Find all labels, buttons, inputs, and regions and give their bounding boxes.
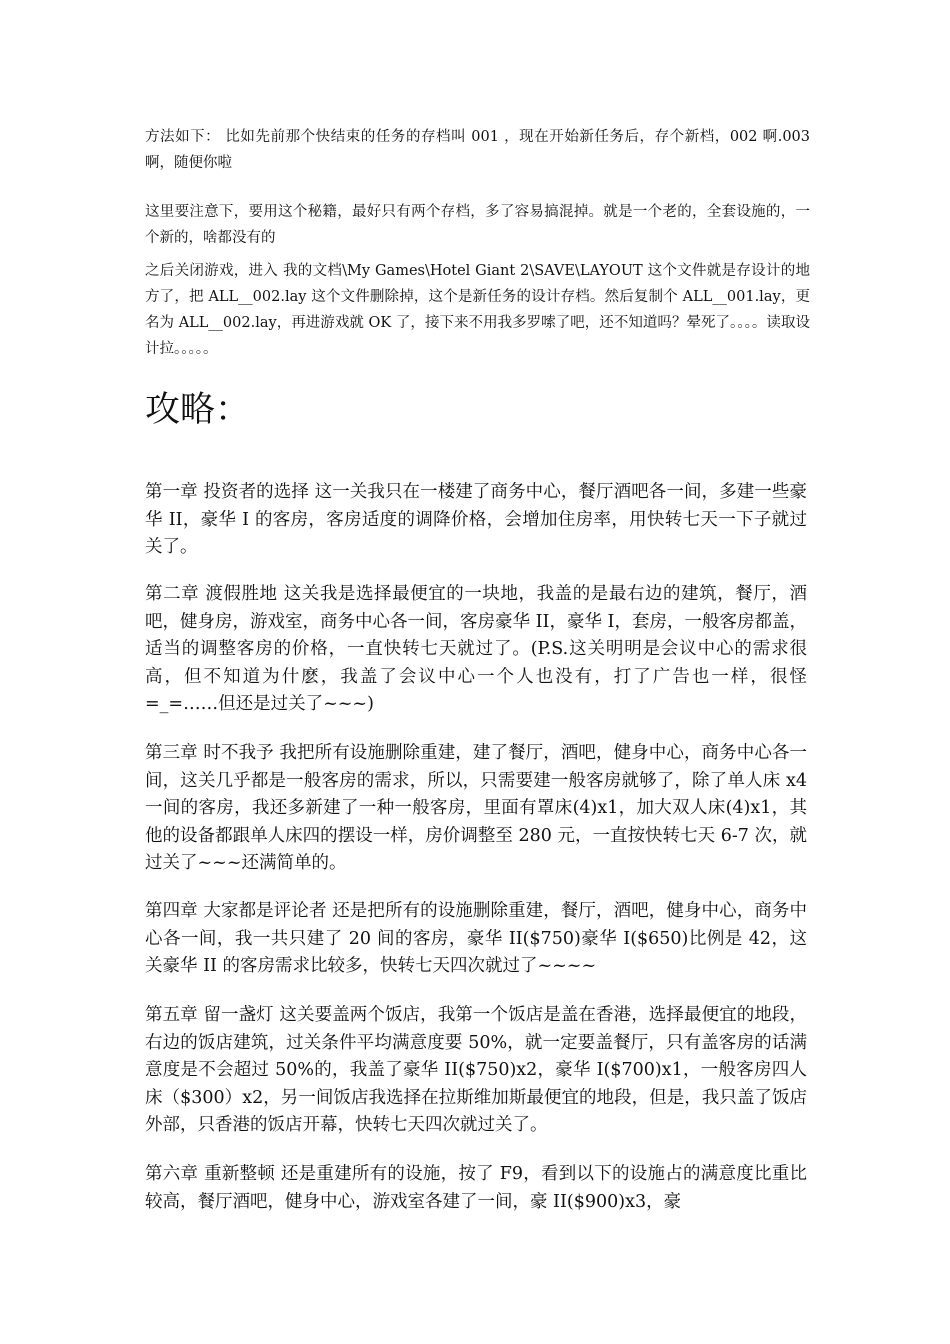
intro-steps-paragraph: 之后关闭游戏，进入 我的文档\My Games\Hotel Giant 2\SAVE\LAYOUT 这个文件就是存设计的地方了，把 ALL__002.lay 这个文件删除掉，这个是新任务的设计存档。然后复制个 ALL__001.lay，更名为 ALL__002.lay，再进游戏就 OK 了，接下来不用我多罗嗦了吧，还不知道吗？晕死了。。。。读取设计拉。。。。。 — [145, 263, 810, 357]
chapter-5-paragraph: 第五章 留一盏灯 这关要盖两个饭店，我第一个饭店是盖在香港，选择最便宜的地段，右边的饭店建筑，过关条件平均满意度要 50%，就一定要盖餐厅，只有盖客房的话满意度是不会超过 50%的，我盖了豪华 II($750)x2，豪华 I($700)x1，一般客房四人床（$300）x2，另一间饭店我选择在拉斯维加斯最便宜的地段，但是，我只盖了饭店外部，只香港的饭店开幕，快转七天四次就过关了。 — [145, 1005, 807, 1135]
chapter-6-paragraph: 第六章 重新整顿 还是重建所有的设施，按了 F9，看到以下的设施占的满意度比重比较高，餐厅酒吧，健身中心，游戏室各建了一间，豪 II($900)x3，豪 — [145, 1164, 807, 1212]
intro-note-paragraph: 这里要注意下，要用这个秘籍，最好只有两个存档，多了容易搞混掉。就是一个老的，全套设施的，一个新的，啥都没有的 — [145, 204, 810, 246]
chapter-2-paragraph: 第二章 渡假胜地 这关我是选择最便宜的一块地，我盖的是最右边的建筑，餐厅，酒吧，健身房，游戏室，商务中心各一间，客房豪华 II，豪华 I，套房，一般客房都盖，适当的调整客房的价格，一直快转七天就过了。(P.S.这关明明是会议中心的需求很高，但不知道为什麽，我盖了会议中心一个人也没有，打了广告也一样，很怪 =_=……但还是过关了~~~) — [145, 584, 807, 714]
guide-heading: 攻略： — [145, 390, 251, 430]
chapter-1-paragraph: 第一章 投资者的选择 这一关我只在一楼建了商务中心，餐厅酒吧各一间，多建一些豪华 II，豪华 I 的客房，客房适度的调降价格，会增加住房率，用快转七天一下子就过关了。 — [145, 482, 807, 557]
intro-method-paragraph: 方法如下： 比如先前那个快结束的任务的存档叫 001 ，现在开始新任务后，存个新档，002 啊.003 啊，随便你啦 — [145, 129, 810, 171]
chapter-3-paragraph: 第三章 时不我予 我把所有设施删除重建，建了餐厅，酒吧，健身中心，商务中心各一间，这关几乎都是一般客房的需求，所以，只需要建一般客房就够了，除了单人床 x4 一间的客房，我还多新建了一种一般客房，里面有罩床(4)x1，加大双人床(4)x1，其他的设备都跟单人床四的摆设一样，房价调整至 280 元，一直按快转七天 6-7 次，就过关了~~~还满简单的。 — [145, 743, 807, 873]
chapter-4-paragraph: 第四章 大家都是评论者 还是把所有的设施删除重建，餐厅，酒吧，健身中心，商务中心各一间，我一共只建了 20 间的客房，豪华 II($750)豪华 I($650)比例是 42，这关豪华 II 的客房需求比较多，快转七天四次就过了~~~~ — [145, 901, 807, 976]
